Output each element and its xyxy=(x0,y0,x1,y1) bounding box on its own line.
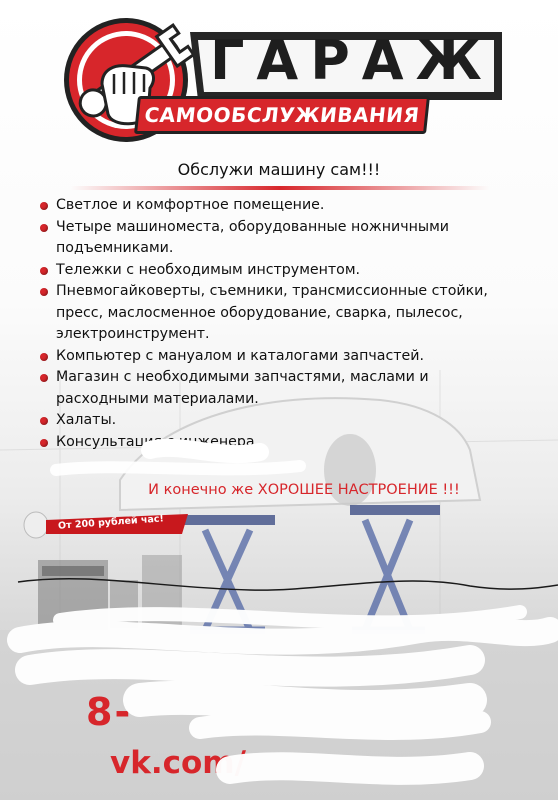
list-item: Халаты. xyxy=(40,410,520,432)
logo-title: ГАРАЖ xyxy=(210,29,494,92)
logo-subtitle: САМООБСЛУЖИВАНИЯ xyxy=(134,96,430,134)
tagline: Обслужи машину сам!!! xyxy=(177,160,381,179)
list-item: Магазин с необходимыми запчастями, маслами и расходными материалами. xyxy=(40,367,520,410)
website-link: vk.com/ xyxy=(110,745,246,781)
list-item: Консультация с инженера xyxy=(40,432,520,454)
list-item: Компьютер с мануалом и каталогами запчастей. xyxy=(40,346,520,368)
list-item: Светлое и комфортное помещение. xyxy=(40,195,520,217)
list-item: Тележки с необходимым инструментом. xyxy=(40,260,520,282)
list-item: Пневмогайковерты, съемники, трансмиссионные стойки, пресс, маслосменное оборудование, сварка, пылесос, электроинструмент. xyxy=(40,281,520,346)
list-item: Четыре машиноместа, оборудованные ножничными подъемниками. xyxy=(40,217,520,260)
features-list xyxy=(40,195,520,453)
price-badge-label: От 200 рублей час! xyxy=(57,513,165,532)
tagline-underline xyxy=(70,186,490,190)
phone-number: 8- xyxy=(86,690,133,734)
good-mood-slogan: И конечно же ХОРОШЕЕ НАСТРОЕНИЕ !!! xyxy=(148,482,460,498)
